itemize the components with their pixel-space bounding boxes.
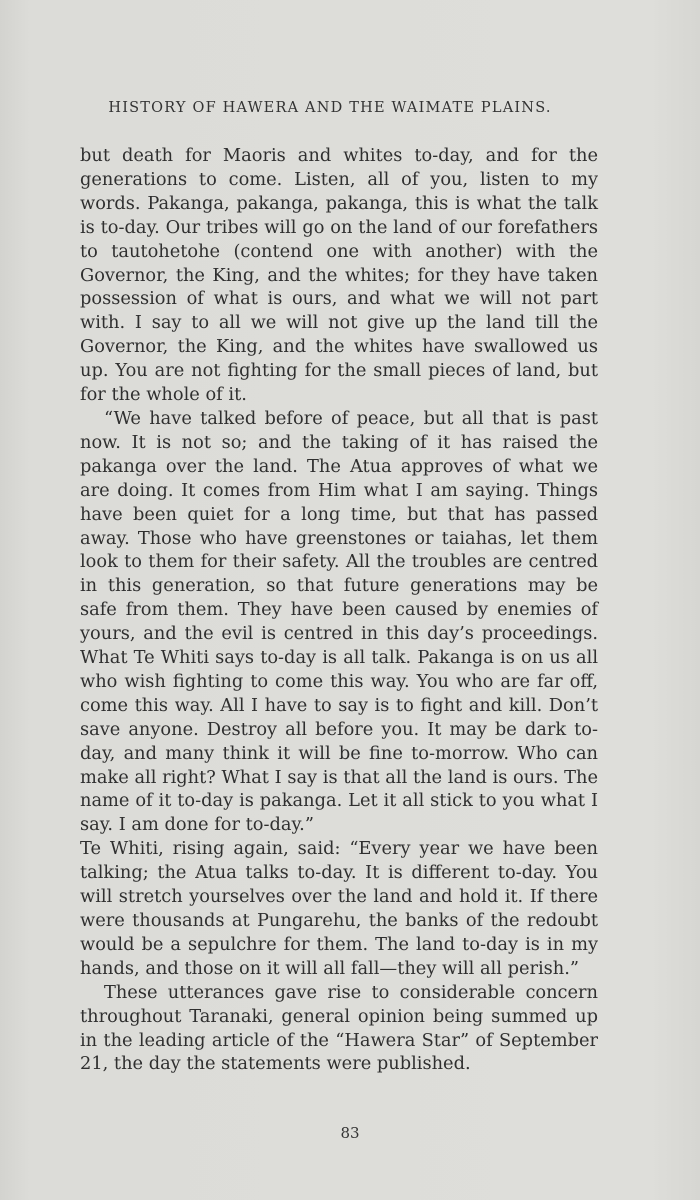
paragraph-te-whiti: Te Whiti, rising again, said: “Every year we have been talking; the Atua talks to-day. It is different to-day. You will stretch yourselves over the land and hold it. If there were thousands at Pungarehu, the banks of the redoubt would be a sepulchre for them. The land to-day is in my hands, and those on it will all fall—they will all perish.” [80,838,598,979]
body-text [80,144,598,1076]
paragraph-utterances: These utterances gave rise to considerable concern throughout Taranaki, general opinion being summed up in the leading article of the “Hawera Star” of September 21, the day the statements were published. [80,981,598,1075]
page-number: 83 [340,1124,360,1142]
running-head: HISTORY OF HAWERA AND THE WAIMATE PLAINS. [108,100,552,116]
paragraph-continuation: but death for Maoris and whites to-day, and for the generations to come. Listen, all of you, listen to my words. Pakanga, pakanga, pakanga, this is what the talk is to-day. Our tribes will go on the land of our forefathers to tautohetohe (contend one with another) with the Governor, the King, and the whites; for they have taken possession of what is ours, and what we will not part with. I say to all we will not give up the land till the Governor, the King, and the whites have swallowed us up. You are not fighting for the small pieces of land, but for the whole of it. [80,145,598,406]
paragraph-speech: “We have talked before of peace, but all that is past now. It is not so; and the taking of it has raised the pakanga over the land. The Atua approves of what we are doing. It comes from Him what I am saying. Things have been quiet for a long time, but that has passed away. Those who have greenstones or taiahas, let them look to them for their safety. All the troubles are centred in this generation, so that future generations may be safe from them. They have been caused by enemies of yours, and the evil is centred in this day’s proceedings. What Te Whiti says to-day is all talk. Pakanga is on us all who wish fighting to come this way. You who are far off, come this way. All I have to say is to fight and kill. Don’t save anyone. Destroy all before you. It may be dark to-day, and many think it will be fine to-morrow. Who can make all right? What I say is that all the land is ours. The name of it to-day is pakanga. Let it all stick to you what I say. I am done for to-day.” [80,407,598,836]
